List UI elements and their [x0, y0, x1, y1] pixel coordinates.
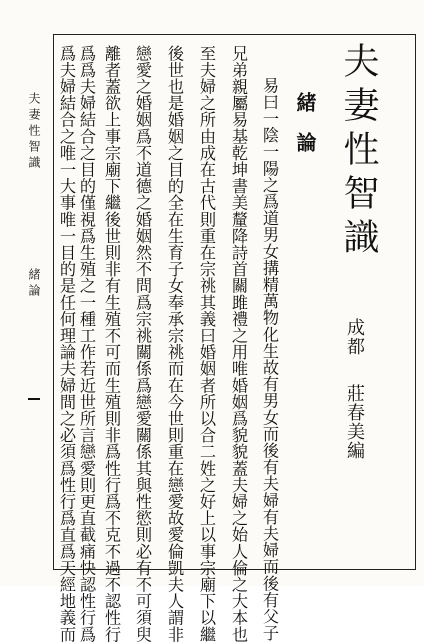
body-column-6: 離者蓋欲上事宗廟下繼後世則非有生殖不可而生殖則非爲性行爲不克不過不認性行 [102, 45, 121, 643]
author-name: 莊春美編 [344, 384, 365, 460]
author-place: 成都 [344, 318, 365, 356]
body-column-4: 後世也是婚姻之目的全在生育子女奉承宗祧而在今世則重在戀愛故愛倫凱夫人謂非 [165, 45, 184, 643]
body-column-7: 爲爲夫婦結合之目的僅視爲生殖之一種工作若近世所言戀愛則更直截痛快認性行爲 [77, 45, 96, 643]
body-column-8: 爲夫婦結合之唯一大事唯一目的是任何理論夫婦間之必須爲性行爲直爲天經地義而 [57, 45, 76, 643]
margin-book-title: 夫妻性智識 [27, 92, 41, 172]
margin-page-mark [28, 398, 40, 400]
margin-section-title: 緒論 [27, 268, 41, 300]
body-column-1: 易曰一陰一陽之爲道男女搆精萬物化生故有男女而後有夫婦有夫婦而後有父子 [260, 77, 279, 642]
body-column-3: 至夫婦之所由成在古代則重在宗祧其義曰婚姻者所以合二姓之好上以事宗廟下以繼 [197, 45, 216, 643]
book-title: 夫妻性智識 [338, 42, 379, 262]
body-column-2: 兄弟親屬易基乾坤書美釐降詩首關雎禮之用唯婚姻爲貌貌蓋夫婦之始人倫之大本也 [229, 45, 248, 643]
chapter-title: 緒論 [293, 92, 317, 172]
body-column-5: 戀愛之婚姻爲不道德之婚姻然不問爲宗祧關係爲戀愛關係其與性慾則必有不可須臾 [133, 45, 152, 643]
